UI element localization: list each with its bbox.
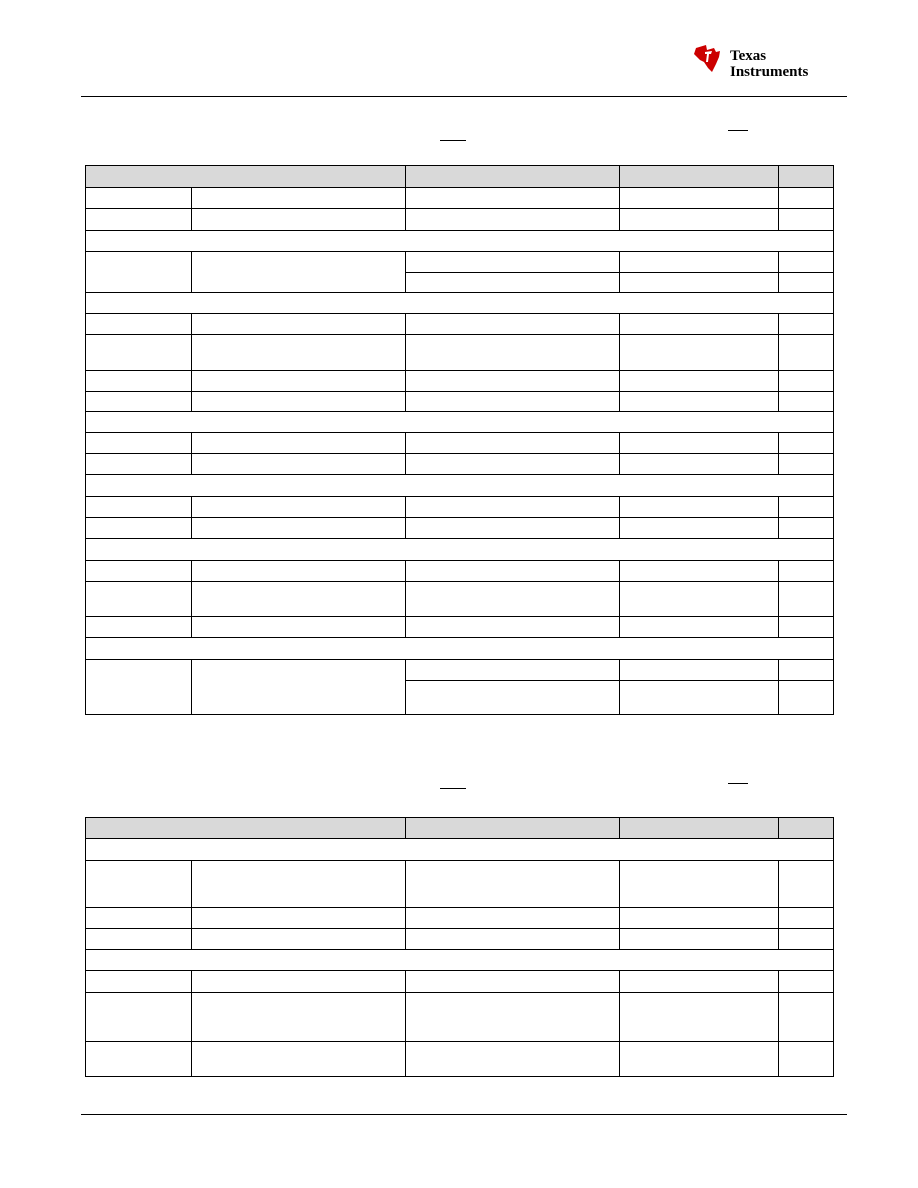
section-cell xyxy=(86,293,834,314)
table-row xyxy=(86,861,834,908)
table-row xyxy=(86,617,834,638)
table-cell xyxy=(86,971,192,993)
section-cell xyxy=(86,412,834,433)
table-cell xyxy=(779,433,834,454)
table-cell xyxy=(779,582,834,617)
table-cell xyxy=(192,314,406,335)
table-cell xyxy=(779,561,834,582)
table-cell xyxy=(86,371,192,392)
table-cell xyxy=(192,617,406,638)
table-cell xyxy=(192,433,406,454)
table-cell xyxy=(86,252,192,293)
table-cell xyxy=(620,971,779,993)
table-cell xyxy=(779,371,834,392)
table-cell xyxy=(192,371,406,392)
table-cell xyxy=(620,209,779,231)
table-cell xyxy=(620,929,779,950)
table-cell xyxy=(192,1042,406,1077)
table-cell xyxy=(406,660,620,681)
table-cell xyxy=(406,392,620,412)
table-cell xyxy=(192,561,406,582)
section-row xyxy=(86,475,834,497)
table-row xyxy=(86,371,834,392)
table-cell xyxy=(620,188,779,209)
table-row xyxy=(86,518,834,539)
table-row xyxy=(86,209,834,231)
table-cell xyxy=(86,1042,192,1077)
table-cell xyxy=(192,188,406,209)
table-cell xyxy=(192,335,406,371)
table-row xyxy=(86,335,834,371)
section-cell xyxy=(86,231,834,252)
table-cell xyxy=(779,209,834,231)
table-cell xyxy=(779,497,834,518)
table-cell xyxy=(86,660,192,715)
table-header-row xyxy=(86,166,834,188)
table-cell xyxy=(779,335,834,371)
table-cell xyxy=(406,433,620,454)
table-row xyxy=(86,392,834,412)
table-cell xyxy=(86,908,192,929)
table-cell xyxy=(406,209,620,231)
table-row xyxy=(86,433,834,454)
table-cell xyxy=(779,252,834,273)
overline-mark xyxy=(728,783,748,784)
table-row xyxy=(86,582,834,617)
section-row xyxy=(86,293,834,314)
table-cell xyxy=(192,971,406,993)
table-row xyxy=(86,314,834,335)
table-cell xyxy=(620,392,779,412)
ti-logo xyxy=(690,42,840,82)
table-cell xyxy=(779,660,834,681)
table-cell xyxy=(192,497,406,518)
table-row xyxy=(86,561,834,582)
table-cell xyxy=(620,371,779,392)
table-cell xyxy=(192,993,406,1042)
table-cell xyxy=(192,929,406,950)
table-row xyxy=(86,908,834,929)
table-cell xyxy=(406,971,620,993)
section-row xyxy=(86,231,834,252)
table-cell xyxy=(620,497,779,518)
table-cell xyxy=(86,929,192,950)
table-cell xyxy=(620,273,779,293)
table-cell xyxy=(779,681,834,715)
table-cell xyxy=(406,371,620,392)
overline-mark xyxy=(440,140,466,141)
table-cell xyxy=(86,497,192,518)
table-row xyxy=(86,188,834,209)
table-cell xyxy=(86,518,192,539)
table-cell xyxy=(192,209,406,231)
table-cell xyxy=(406,518,620,539)
table-cell xyxy=(620,660,779,681)
table-cell xyxy=(86,993,192,1042)
overline-mark xyxy=(728,130,748,131)
logo-line2: Instruments xyxy=(730,64,809,80)
table-cell xyxy=(86,392,192,412)
table-cell xyxy=(86,188,192,209)
table-cell xyxy=(406,252,620,273)
table-cell xyxy=(620,518,779,539)
table-cell xyxy=(620,617,779,638)
table-row xyxy=(86,993,834,1042)
table-cell xyxy=(779,993,834,1042)
section-row xyxy=(86,539,834,561)
table-cell xyxy=(779,314,834,335)
header-cell xyxy=(620,818,779,839)
table-cell xyxy=(620,993,779,1042)
table-row xyxy=(86,252,834,273)
table-cell xyxy=(620,1042,779,1077)
table-cell xyxy=(192,582,406,617)
table-cell xyxy=(779,273,834,293)
table-cell xyxy=(620,908,779,929)
header-cell xyxy=(620,166,779,188)
table-cell xyxy=(86,433,192,454)
table-header-row xyxy=(86,818,834,839)
section-cell xyxy=(86,539,834,561)
table-cell xyxy=(192,908,406,929)
table-cell xyxy=(86,582,192,617)
table-cell xyxy=(779,188,834,209)
table-cell xyxy=(406,582,620,617)
table-row xyxy=(86,929,834,950)
table-cell xyxy=(406,861,620,908)
table-cell xyxy=(406,273,620,293)
table-cell xyxy=(406,497,620,518)
table-cell xyxy=(620,454,779,475)
table-cell xyxy=(406,454,620,475)
table-cell xyxy=(779,518,834,539)
table-cell xyxy=(779,971,834,993)
table-cell xyxy=(620,681,779,715)
header-cell xyxy=(779,818,834,839)
header-cell xyxy=(86,166,406,188)
section-row xyxy=(86,638,834,660)
table-cell xyxy=(779,908,834,929)
table-cell xyxy=(620,433,779,454)
table-cell xyxy=(192,454,406,475)
table-cell xyxy=(192,392,406,412)
table-cell xyxy=(779,392,834,412)
section-cell xyxy=(86,638,834,660)
logo-line1: Texas xyxy=(730,48,767,64)
table-cell xyxy=(406,1042,620,1077)
table-cell xyxy=(406,335,620,371)
table-cell xyxy=(86,335,192,371)
table-cell xyxy=(406,314,620,335)
table-cell xyxy=(86,209,192,231)
header-cell xyxy=(86,818,406,839)
table-cell xyxy=(779,454,834,475)
electrical-characteristics-table-1 xyxy=(85,165,834,715)
footer-rule xyxy=(81,1114,847,1115)
table-cell xyxy=(406,908,620,929)
section-cell xyxy=(86,950,834,971)
table-row xyxy=(86,971,834,993)
table-cell xyxy=(620,335,779,371)
ti-logo-icon xyxy=(690,42,726,78)
table-cell xyxy=(86,617,192,638)
overline-mark xyxy=(440,788,466,789)
header-cell xyxy=(406,818,620,839)
table-cell xyxy=(620,561,779,582)
table-cell xyxy=(406,617,620,638)
table-cell xyxy=(406,929,620,950)
header-cell xyxy=(406,166,620,188)
table-cell xyxy=(779,929,834,950)
table-cell xyxy=(779,1042,834,1077)
table-cell xyxy=(86,314,192,335)
table-cell xyxy=(620,861,779,908)
table-cell xyxy=(86,454,192,475)
table-cell xyxy=(620,582,779,617)
table-row xyxy=(86,497,834,518)
section-row xyxy=(86,950,834,971)
table-cell xyxy=(406,561,620,582)
table-cell xyxy=(86,861,192,908)
header-rule xyxy=(81,96,847,97)
table-cell xyxy=(779,617,834,638)
table-cell xyxy=(620,314,779,335)
section-row xyxy=(86,839,834,861)
section-cell xyxy=(86,839,834,861)
header-cell xyxy=(779,166,834,188)
table-cell xyxy=(86,561,192,582)
table-cell xyxy=(192,518,406,539)
section-row xyxy=(86,412,834,433)
table-cell xyxy=(779,861,834,908)
table-cell xyxy=(192,660,406,715)
table-row xyxy=(86,454,834,475)
table-cell xyxy=(192,252,406,293)
table-cell xyxy=(620,252,779,273)
table-row xyxy=(86,1042,834,1077)
electrical-characteristics-table-2 xyxy=(85,817,834,1077)
table-cell xyxy=(192,861,406,908)
table-row xyxy=(86,660,834,681)
table-cell xyxy=(406,188,620,209)
table-cell xyxy=(406,681,620,715)
section-cell xyxy=(86,475,834,497)
table-cell xyxy=(406,993,620,1042)
